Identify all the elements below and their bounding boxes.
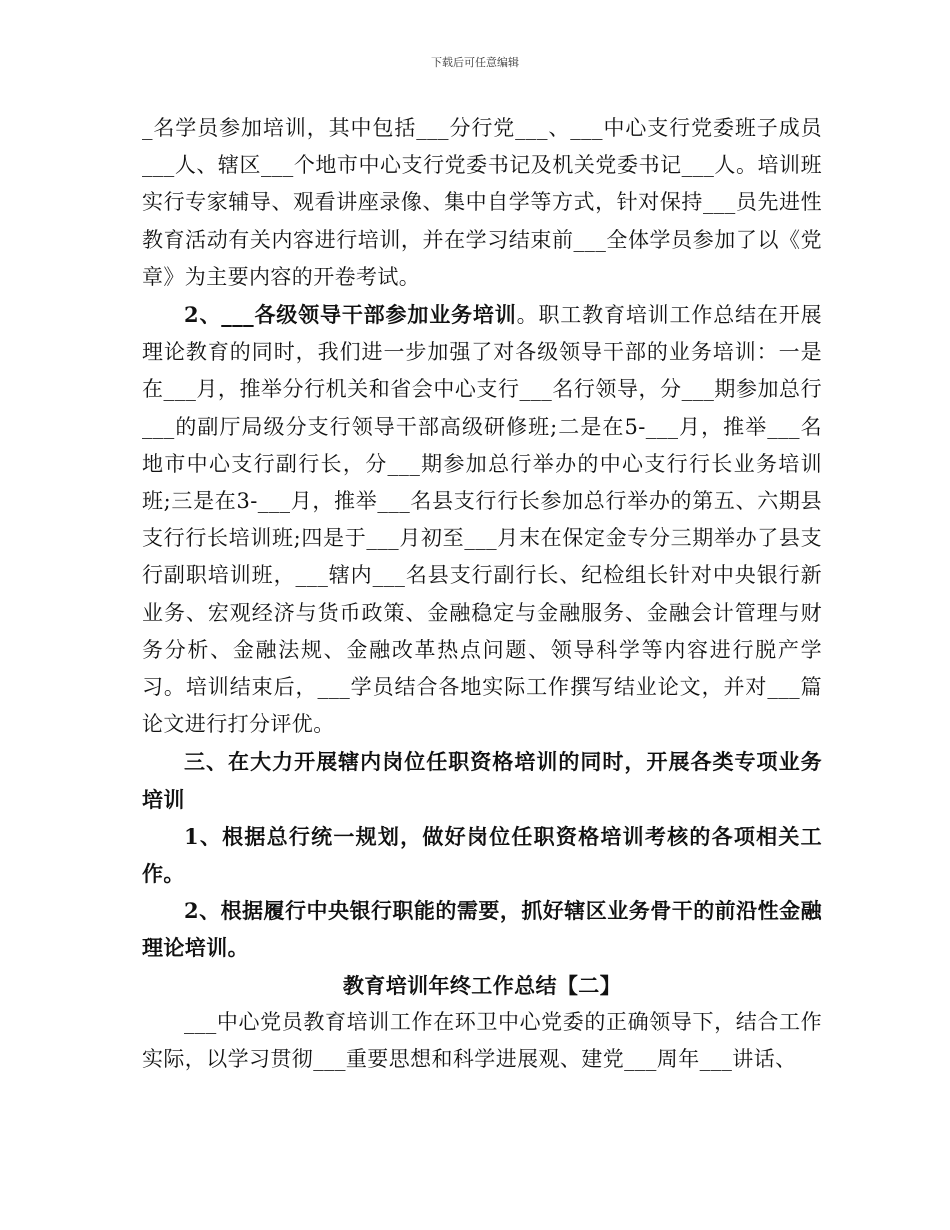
paragraph-heading: 2、___各级领导干部参加业务培训: [184, 302, 517, 328]
paragraph-intro-two: ___中心党员教育培训工作在环卫中心党委的正确领导下，结合工作实际，以学习贯彻___重要思想和科学进展观、建党___周年___讲话、: [142, 1009, 822, 1072]
section-title: 教育培训年终工作总结【二】: [342, 972, 622, 998]
document-body: [142, 110, 822, 1078]
page-header: 下载后可任意编辑: [431, 56, 519, 69]
paragraph-leader-training: [142, 296, 822, 743]
list-item-1: 1、根据总行统一规划，做好岗位任职资格培训考核的各项相关工作。: [142, 823, 822, 887]
paragraph-trainees: _名学员参加培训，其中包括___分行党___、___中心支行党委班子成员___人、辖区___个地市中心支行党委书记及机关党委书记___人。培训班实行专家辅导、观看讲座录像、集中自学等方式，针对保持___员先进性教育活动有关内容进行培训，并在学习结束前___全体学员参加了以《党章》为主要内容的开卷考试。: [142, 116, 822, 289]
list-item-2: 2、根据履行中央银行职能的需要，抓好辖区业务骨干的前沿性金融理论培训。: [142, 898, 822, 961]
section-heading-three: 三、在大力开展辖内岗位任职资格培训的同时，开展各类专项业务培训: [142, 749, 822, 812]
paragraph-text: 。职工教育培训工作总结在开展理论教育的同时，我们进一步加强了对各级领导干部的业务培训：一是在___月，推举分行机关和省会中心支行___名行领导，分___期参加总行___的副厅局级分支行领导干部高级研修班;二是在5-___月，推举___名地市中心支行副行长，分___期参加总行举办的中心支行行长业务培训班;三是在3-___月，推举___名县支行行长参加总行举办的第五、六期县支行行长培训班;四是于___月初至___月末在保定金专分三期举办了县支行副职培训班，___辖内___名县支行副行长、纪检组长针对中央银行新业务、宏观经济与货币政策、金融稳定与金融服务、金融会计管理与财务分析、金融法规、金融改革热点问题、领导科学等内容进行脱产学习。培训结束后，___学员结合各地实际工作撰写结业论文，并对___篇论文进行打分评优。: [142, 303, 822, 737]
